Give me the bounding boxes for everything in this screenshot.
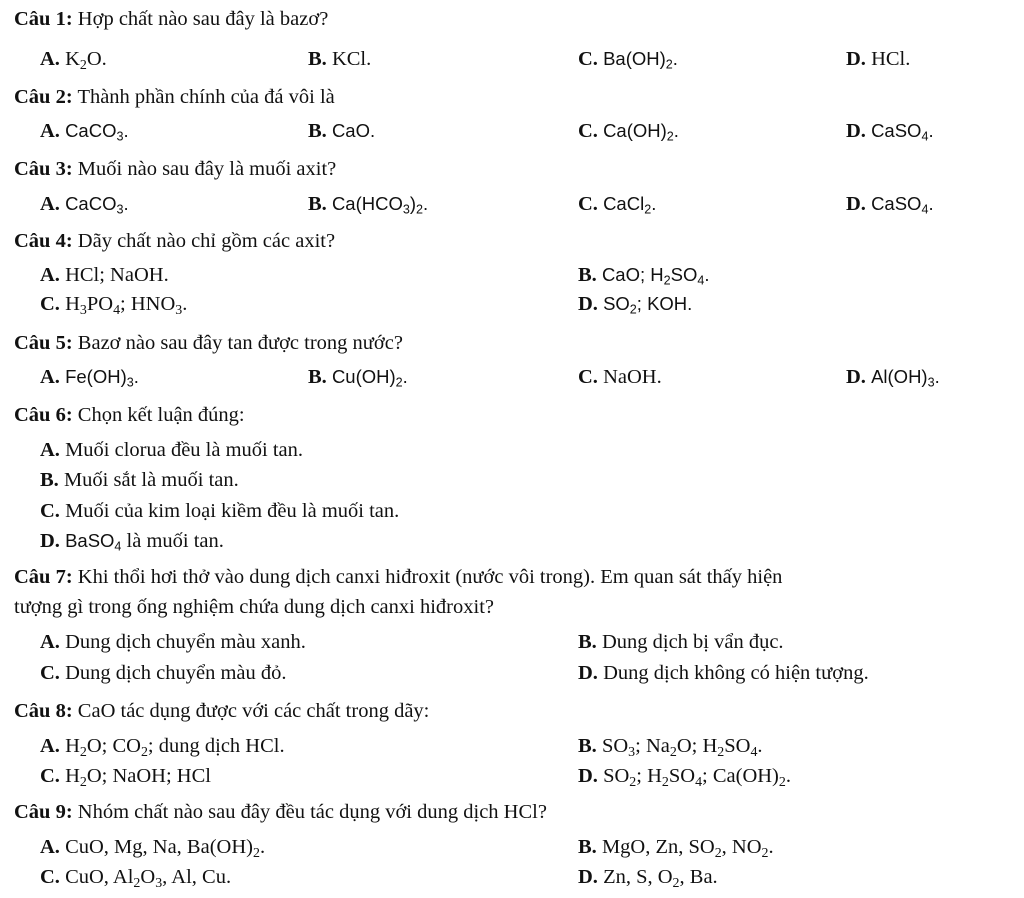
option-5b[interactable]: B. $Cu(OH)_2$. [308, 366, 408, 390]
option-1a[interactable]: A. $K_2O$. [40, 48, 107, 73]
option-8b[interactable]: B. $SO_3$; $Na_2O$; $H_2SO_4$. [578, 735, 763, 760]
question-label: Câu 4: [14, 230, 73, 252]
question-7 [14, 564, 782, 590]
question-2 [14, 84, 335, 110]
option-5c[interactable]: C. NaOH. [578, 366, 662, 388]
option-6d[interactable]: D. BaSO$_4$ là muối tan. [40, 530, 224, 554]
question-9 [14, 799, 547, 825]
question-label: Câu 7: [14, 566, 73, 588]
question-label: Câu 2: [14, 86, 73, 108]
question-6 [14, 402, 245, 428]
option-7a[interactable]: A. Dung dịch chuyển màu xanh. [40, 631, 306, 653]
option-6b[interactable]: B. Muối sắt là muối tan. [40, 469, 239, 491]
question-label: Câu 6: [14, 404, 73, 426]
question-4 [14, 228, 335, 254]
question-7-line2: tượng gì trong ống nghiệm chứa dung dịch canxi hiđroxit? [14, 596, 494, 618]
option-7b[interactable]: B. Dung dịch bị vẩn đục. [578, 631, 784, 653]
question-text: Nhóm chất nào sau đây đều tác dụng với dung dịch HCl? [77, 801, 547, 823]
option-8c[interactable]: C. $H_2O$; NaOH; HCl [40, 765, 211, 790]
option-1d[interactable]: D. HCl. [846, 48, 911, 70]
option-8a[interactable]: A. $H_2O$; $CO_2$; dung dịch HCl. [40, 735, 285, 760]
option-4c[interactable]: C. $H_3PO_4$; $HNO_3$. [40, 293, 188, 318]
question-label: Câu 1: [14, 8, 73, 30]
question-1 [14, 6, 328, 32]
question-text: Muối nào sau đây là muối axit? [77, 158, 337, 180]
question-label: Câu 9: [14, 801, 73, 823]
option-7d[interactable]: D. Dung dịch không có hiện tượng. [578, 662, 869, 684]
question-3 [14, 156, 336, 182]
question-text: Dãy chất nào chỉ gồm các axit? [77, 230, 336, 252]
option-5a[interactable]: A. $Fe(OH)_3$. [40, 366, 139, 390]
option-1b[interactable]: B. KCl. [308, 48, 372, 70]
option-9a[interactable]: A. CuO, Mg, Na, $Ba(OH)_2$. [40, 836, 266, 861]
option-4a[interactable]: A. HCl; NaOH. [40, 264, 169, 286]
question-label: Câu 8: [14, 700, 73, 722]
option-4d[interactable]: D. $SO_2$; KOH. [578, 293, 693, 317]
option-9b[interactable]: B. MgO, Zn, $SO_2$, $NO_2$. [578, 836, 774, 861]
option-2c[interactable]: C. $Ca(OH)_2$. [578, 120, 679, 144]
question-text: Khi thổi hơi thở vào dung dịch canxi hiđroxit (nước vôi trong). Em quan sát thấy hiện [77, 566, 783, 588]
question-text: Thành phần chính của đá vôi là [77, 86, 335, 108]
option-9d[interactable]: D. Zn, S, $O_2$, Ba. [578, 866, 718, 891]
question-label: Câu 5: [14, 332, 73, 354]
question-label: Câu 3: [14, 158, 73, 180]
option-3c[interactable]: C. CaCl$_2$. [578, 193, 657, 217]
option-3a[interactable]: A. CaCO$_3$. [40, 193, 129, 217]
option-4b[interactable]: B. CaO; $H_2SO_4$. [578, 264, 710, 288]
question-text: CaO tác dụng được với các chất trong dãy: [77, 700, 430, 722]
option-2b[interactable]: B. CaO. [308, 120, 376, 142]
option-2a[interactable]: A. CaCO$_3$. [40, 120, 129, 144]
question-text: Chọn kết luận đúng: [77, 404, 245, 426]
question-8 [14, 698, 429, 724]
question-text: Hợp chất nào sau đây là bazơ? [77, 8, 329, 30]
option-1c[interactable]: C. $Ba(OH)_2$. [578, 48, 678, 72]
option-6a[interactable]: A. Muối clorua đều là muối tan. [40, 439, 304, 461]
option-6c[interactable]: C. Muối của kim loại kiềm đều là muối tan. [40, 500, 400, 522]
option-7c[interactable]: C. Dung dịch chuyển màu đỏ. [40, 662, 287, 684]
option-2d[interactable]: D. CaSO$_4$. [846, 120, 934, 144]
question-5 [14, 330, 403, 356]
option-3d[interactable]: D. CaSO$_4$. [846, 193, 934, 217]
option-8d[interactable]: D. $SO_2$; $H_2SO_4$; $Ca(OH)_2$. [578, 765, 791, 790]
question-text: Bazơ nào sau đây tan được trong nước? [77, 332, 403, 354]
option-5d[interactable]: D. $Al(OH)_3$. [846, 366, 940, 390]
option-3b[interactable]: B. $Ca(HCO_3)_2$. [308, 193, 429, 217]
option-9c[interactable]: C. CuO, $Al_2O_3$, Al, Cu. [40, 866, 232, 891]
